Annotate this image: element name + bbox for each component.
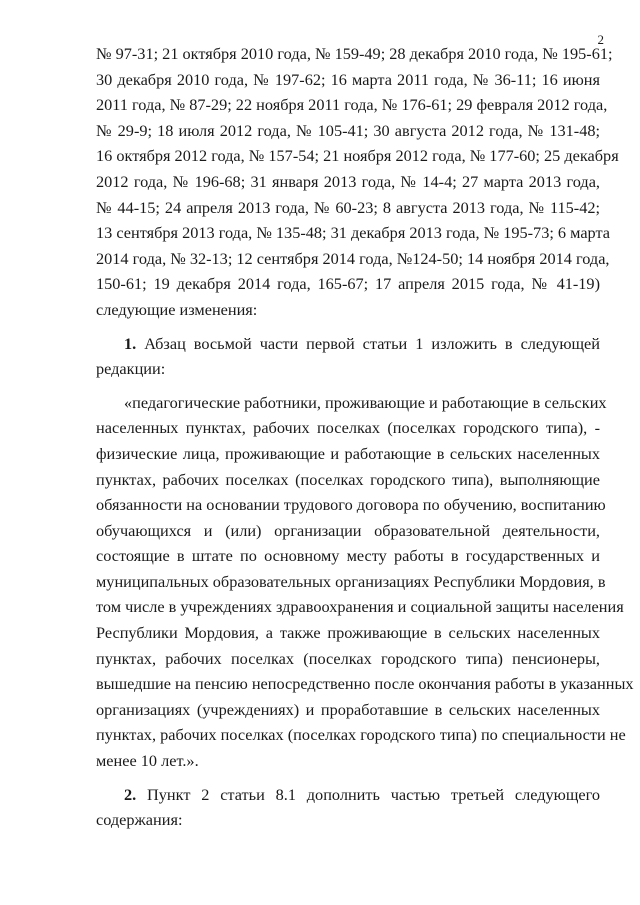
text-line: «педагогические работники, проживающие и работающие в сельских bbox=[124, 392, 607, 412]
text-line: 13 сентября 2013 года, № 135-48; 31 декабря 2013 года, № 195-73; 6 марта bbox=[96, 223, 611, 243]
text-line: обязанности на основании трудового договора по обучению, воспитанию bbox=[96, 495, 606, 515]
text-line: № 29-9; 18 июля 2012 года, № 105-41; 30 августа 2012 года, № 131-48; bbox=[96, 120, 600, 140]
text-line: пунктах, рабочих поселках (поселках городского типа) пенсионеры, bbox=[96, 648, 600, 668]
item-number: 1. bbox=[124, 333, 137, 353]
text-line: содержания: bbox=[96, 810, 183, 830]
text-line: том числе в учреждениях здравоохранения и социальной защиты населения bbox=[96, 597, 624, 617]
text-line: пунктах, рабочих поселках (поселках городского типа) по специальности не bbox=[96, 725, 626, 745]
text-line: пунктах, рабочих поселках (поселках городского типа), выполняющие bbox=[96, 469, 600, 489]
document-body bbox=[96, 41, 634, 833]
text-line: 2012 года, № 196-68; 31 января 2013 года, № 14-4; 27 марта 2013 года, bbox=[96, 171, 600, 191]
item-text: Абзац восьмой части первой статьи 1 изложить в следующей bbox=[144, 333, 600, 353]
text-line: редакции: bbox=[96, 359, 166, 379]
text-line: состоящие в штате по основному месту работы в государственных и bbox=[96, 546, 600, 566]
text-line: 16 октября 2012 года, № 157-54; 21 ноября 2012 года, № 177-60; 25 декабря bbox=[96, 146, 619, 166]
text-line: менее 10 лет.». bbox=[96, 751, 199, 771]
text-line: 2014 года, № 32-13; 12 сентября 2014 года, №124-50; 14 ноября 2014 года, bbox=[96, 248, 610, 268]
text-line: вышедшие на пенсию непосредственно после окончания работы в указанных bbox=[96, 674, 634, 694]
text-line: 30 декабря 2010 года, № 197-62; 16 марта 2011 года, № 36-11; 16 июня bbox=[96, 69, 600, 89]
text-line: муниципальных образовательных организациях Республики Мордовия, в bbox=[96, 571, 606, 591]
text-line: физические лица, проживающие и работающие в сельских населенных bbox=[96, 443, 600, 463]
text-line bbox=[96, 331, 600, 357]
item-2-paragraph bbox=[96, 782, 600, 833]
text-line: № 97-31; 21 октября 2010 года, № 159-49; 28 декабря 2010 года, № 195-61; bbox=[96, 44, 613, 63]
text-line: обучающихся и (или) организации образовательной деятельности, bbox=[96, 520, 600, 540]
page-number: 2 bbox=[597, 32, 604, 47]
text-line: населенных пунктах, рабочих поселках (поселках городского типа), - bbox=[96, 418, 600, 438]
text-line: Республики Мордовия, а также проживающие в сельских населенных bbox=[96, 623, 600, 643]
text-line: № 44-15; 24 апреля 2013 года, № 60-23; 8 августа 2013 года, № 115-42; bbox=[96, 197, 600, 217]
item-number: 2. bbox=[124, 784, 137, 804]
intro-paragraph bbox=[96, 41, 619, 323]
text-line: 150-61; 19 декабря 2014 года, 165-67; 17 апреля 2015 года, № 41-19) bbox=[96, 274, 600, 294]
text-line: 2011 года, № 87-29; 22 ноября 2011 года, № 176-61; 29 февраля 2012 года, bbox=[96, 95, 608, 115]
text-line bbox=[96, 782, 600, 808]
quoted-paragraph bbox=[96, 390, 634, 774]
text-line: организациях (учреждениях) и проработавшие в сельских населенных bbox=[96, 699, 600, 719]
text-line: следующие изменения: bbox=[96, 299, 258, 319]
item-1-paragraph bbox=[96, 331, 600, 382]
item-text: Пункт 2 статьи 8.1 дополнить частью третьей следующего bbox=[147, 784, 600, 804]
